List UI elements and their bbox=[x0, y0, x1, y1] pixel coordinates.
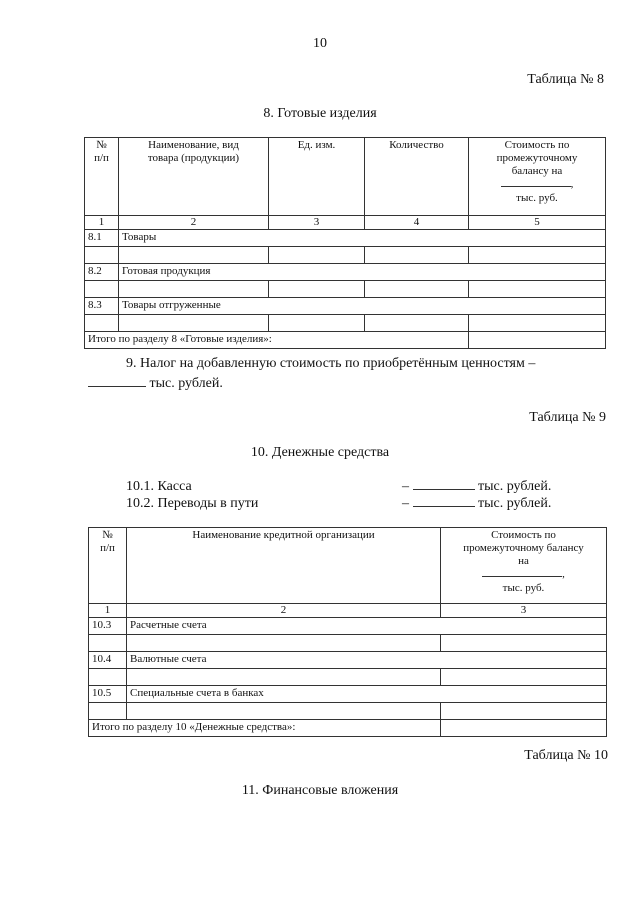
cash-label: 10.1. Касса bbox=[126, 479, 192, 494]
table-9-total-row: Итого по разделу 10 «Денежные средства»: bbox=[89, 720, 607, 737]
transit-blank bbox=[413, 506, 475, 507]
header-org: Наименование кредитной организации bbox=[127, 528, 441, 604]
header-cost: Стоимость по промежуточному балансу на , тыс. руб. bbox=[441, 528, 607, 604]
table-9-header-row bbox=[89, 528, 607, 604]
table-9-index-row: 1 2 3 bbox=[89, 604, 607, 618]
table-row: 10.3 Расчетные счета bbox=[89, 618, 607, 635]
header-cost: Стоимость по промежуточному балансу на , тыс. руб. bbox=[469, 138, 606, 216]
vat-amount-blank bbox=[88, 386, 146, 387]
table-9 bbox=[88, 527, 607, 737]
cash-blank bbox=[413, 489, 475, 490]
table-row-empty bbox=[85, 315, 606, 332]
header-qty: Количество bbox=[365, 138, 469, 216]
table-8-heading: 8. Готовые изделия bbox=[263, 106, 377, 121]
table-row-empty bbox=[89, 669, 607, 686]
header-unit: Ед. изм. bbox=[269, 138, 365, 216]
section-9-line2: тыс. рублей. bbox=[88, 376, 223, 392]
table-row-empty bbox=[85, 247, 606, 264]
table-8-total-row: Итого по разделу 8 «Готовые изделия»: bbox=[85, 332, 606, 349]
table-row: 10.4 Валютные счета bbox=[89, 652, 607, 669]
section-9-line1: 9. Налог на добавленную стоимость по приобретённым ценностям – bbox=[126, 356, 536, 371]
table-row: 8.3 Товары отгруженные bbox=[85, 298, 606, 315]
table-row: 10.5 Специальные счета в банках bbox=[89, 686, 607, 703]
cash-value: – тыс. рублей. bbox=[402, 479, 552, 494]
transit-value: – тыс. рублей. bbox=[402, 496, 552, 511]
transit-label: 10.2. Переводы в пути bbox=[126, 496, 259, 511]
table-row-empty bbox=[89, 703, 607, 720]
header-name: Наименование, вид товара (продукции) bbox=[119, 138, 269, 216]
table-9-label: Таблица № 9 bbox=[529, 410, 606, 425]
table-row-empty bbox=[89, 635, 607, 652]
table-8-index-row: 1 2 3 4 5 bbox=[85, 216, 606, 230]
page-number: 10 bbox=[313, 36, 327, 51]
date-blank bbox=[482, 576, 562, 577]
table-9-heading: 10. Денежные средства bbox=[250, 445, 390, 460]
table-row-empty bbox=[85, 281, 606, 298]
header-num: № п/п bbox=[89, 528, 127, 604]
table-row: 8.2 Готовая продукция bbox=[85, 264, 606, 281]
table-8-label: Таблица № 8 bbox=[527, 72, 604, 87]
date-blank bbox=[501, 186, 571, 187]
table-10-label: Таблица № 10 bbox=[524, 748, 608, 763]
header-num: № п/п bbox=[85, 138, 119, 216]
table-10-heading: 11. Финансовые вложения bbox=[241, 783, 399, 798]
table-8-header-row bbox=[85, 138, 606, 216]
table-8 bbox=[84, 137, 606, 349]
table-row: 8.1 Товары bbox=[85, 230, 606, 247]
